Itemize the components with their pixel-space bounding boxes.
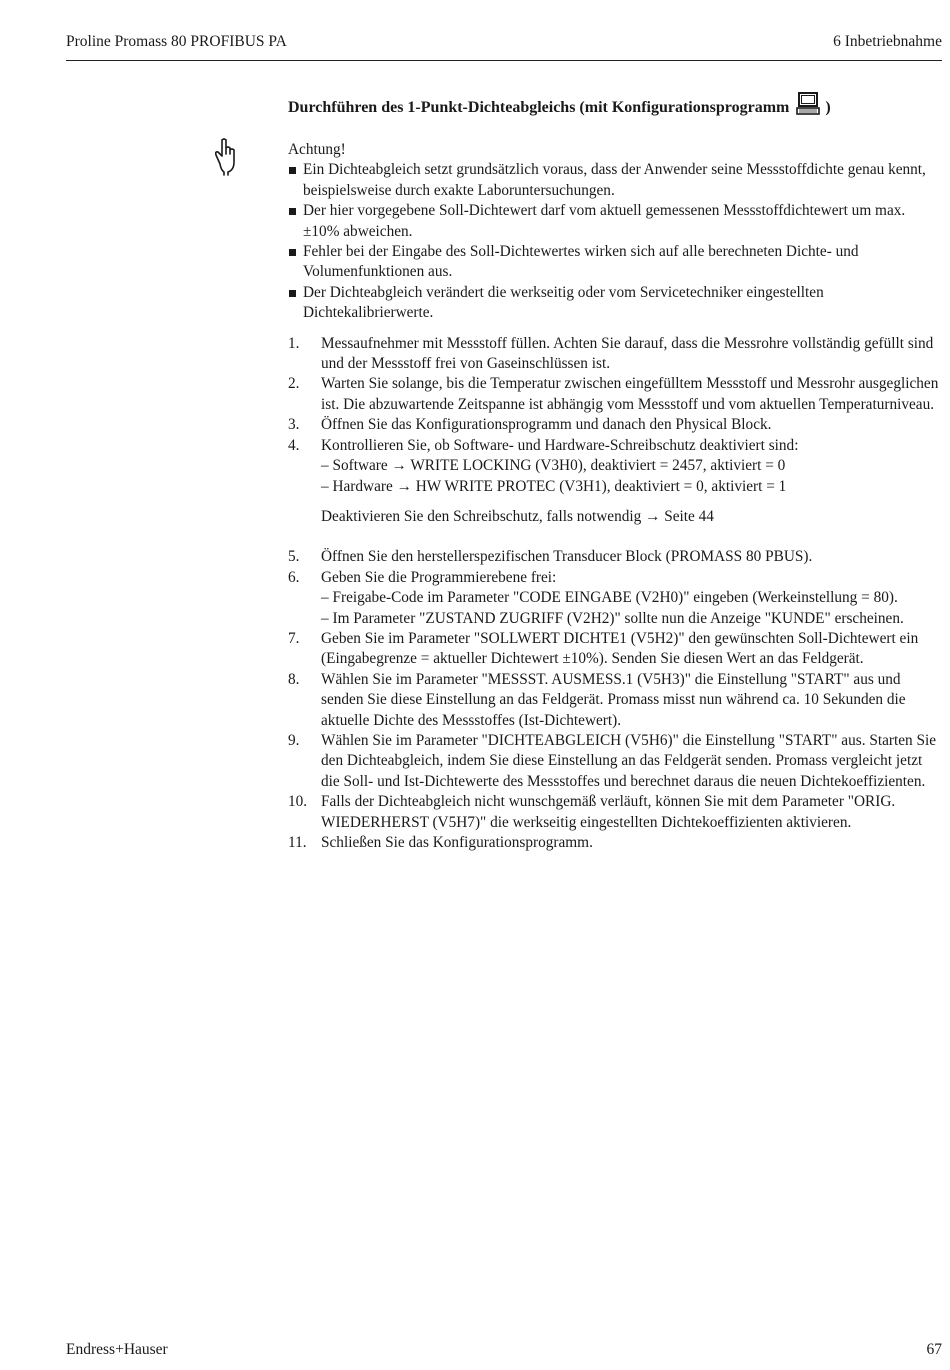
step-text: Wählen Sie im Parameter "DICHTEABGLEICH (V5H6)" die Einstellung "START" aus. Starten Sie den Dichteabgleich, indem Sie diese Einstellung an das Feldgerät senden. Promass vergleicht jetzt die Soll- und Ist-Dichtewerte des Messstoffes und berechnet daraus die neuen Dichtekoeffizienten. <box>321 731 937 790</box>
step-subitem: – Im Parameter "ZUSTAND ZUGRIFF (V2H2)" sollte nun die Anzeige "KUNDE" erscheinen. <box>321 609 904 627</box>
step-item <box>288 792 942 833</box>
bullet-square-icon <box>289 249 296 256</box>
step-item <box>288 629 942 670</box>
computer-icon <box>795 92 821 116</box>
step-text: Geben Sie die Programmierebene frei: <box>321 568 557 586</box>
section-heading-text: Durchführen des 1-Punkt-Dichteabgleichs (mit Konfigurationsprogramm <box>288 98 790 116</box>
step-subitem: – Freigabe-Code im Parameter "CODE EINGABE (V2H0)" eingeben (Werkeinstellung = 80). <box>321 589 898 607</box>
step-note: Deaktivieren Sie den Schreibschutz, falls notwendig → Seite 44 <box>321 507 714 525</box>
section-heading <box>288 96 942 120</box>
step-item <box>288 670 942 731</box>
bullet-square-icon <box>289 167 296 174</box>
step-number: 5. <box>288 548 300 566</box>
bullet-square-icon <box>289 290 296 297</box>
header-chapter: 6 Inbetriebnahme <box>833 33 942 50</box>
procedure-steps <box>288 334 942 854</box>
page-header <box>66 33 942 61</box>
step-number: 1. <box>288 334 300 352</box>
step-text: Öffnen Sie den herstellerspezifischen Transducer Block (PROMASS 80 PBUS). <box>321 548 813 566</box>
step-number: 6. <box>288 568 300 586</box>
step-number: 2. <box>288 375 300 393</box>
hand-pointing-icon <box>212 138 238 176</box>
warning-item: Der Dichteabgleich verändert die werkseitig oder vom Servicetechniker eingestellten Dichtekalibrierwerte. <box>288 283 942 324</box>
step-number: 7. <box>288 629 300 647</box>
step-item <box>288 833 942 853</box>
attention-label: Achtung! <box>288 141 346 158</box>
step-text: Geben Sie im Parameter "SOLLWERT DICHTE1 (V5H2)" den gewünschten Soll-Dichtewert ein (Eingabegrenze = aktueller Dichtewert ±10%). Senden Sie diesen Wert an das Feldgerät. <box>321 629 919 668</box>
step-text: Wählen Sie im Parameter "MESSST. AUSMESS.1 (V5H3)" die Einstellung "START" aus und senden Sie diese Einstellung an das Feldgerät. Promass misst nun während ca. 10 Sekunden die aktuelle Dichte des Messstoffes (Ist-Dichtewert). <box>321 670 906 729</box>
step-item <box>288 568 942 629</box>
header-document-title: Proline Promass 80 PROFIBUS PA <box>66 33 287 50</box>
step-number: 9. <box>288 731 300 749</box>
main-content <box>288 96 942 853</box>
step-item <box>288 547 942 567</box>
step-number: 11. <box>288 834 307 851</box>
step-text: Öffnen Sie das Konfigurationsprogramm und danach den Physical Block. <box>321 416 772 434</box>
step-item <box>288 374 942 415</box>
footer-company: Endress+Hauser <box>66 1341 168 1358</box>
step-subitem: – Software → WRITE LOCKING (V3H0), deaktiviert = 2457, aktiviert = 0 <box>321 457 786 475</box>
step-number: 10. <box>288 793 308 811</box>
step-text: Warten Sie solange, bis die Temperatur zwischen eingefülltem Messstoff und Messrohr ausgeglichen ist. Die abzuwartende Zeitspanne ist abhängig vom Messstoff und vom aktuellen Temperaturniveau. <box>321 375 939 413</box>
step-number: 4. <box>288 436 300 454</box>
warning-item: Fehler bei der Eingabe des Soll-Dichtewertes wirken sich auf alle berechneten Dichte- und Volumenfunktionen aus. <box>288 242 942 283</box>
step-text: Falls der Dichteabgleich nicht wunschgemäß verläuft, können Sie mit dem Parameter "ORIG. WIEDERHERST (V5H7)" die werkseitig eingestellten Dichtekoeffizienten aktivieren. <box>321 793 896 831</box>
step-text: Schließen Sie das Konfigurationsprogramm. <box>321 834 593 851</box>
step-item <box>288 731 942 792</box>
step-text: Messaufnehmer mit Messstoff füllen. Achten Sie darauf, dass die Messrohre vollständig gefüllt sind und der Messstoff frei von Gaseinschlüssen ist. <box>321 334 934 373</box>
warning-item: Ein Dichteabgleich setzt grundsätzlich voraus, dass der Anwender seine Messstoffdichte genau kennt, beispielsweise durch exakte Laboruntersuchungen. <box>288 160 942 201</box>
warning-item: Der hier vorgegebene Soll-Dichtewert darf vom aktuell gemessenen Messstoffdichtewert um max. ±10% abweichen. <box>288 201 942 242</box>
step-item <box>288 334 942 375</box>
step-text: Kontrollieren Sie, ob Software- und Hardware-Schreibschutz deaktiviert sind: <box>321 436 799 454</box>
step-number: 3. <box>288 416 300 434</box>
step-number: 8. <box>288 670 300 688</box>
bullet-square-icon <box>289 208 296 215</box>
step-item <box>288 415 942 435</box>
warning-list <box>288 160 942 323</box>
section-heading-close: ) <box>825 98 831 116</box>
page-number: 67 <box>926 1341 942 1358</box>
step-item <box>288 436 942 528</box>
step-subitem: – Hardware → HW WRITE PROTEC (V3H1), deaktiviert = 0, aktiviert = 1 <box>321 477 787 495</box>
